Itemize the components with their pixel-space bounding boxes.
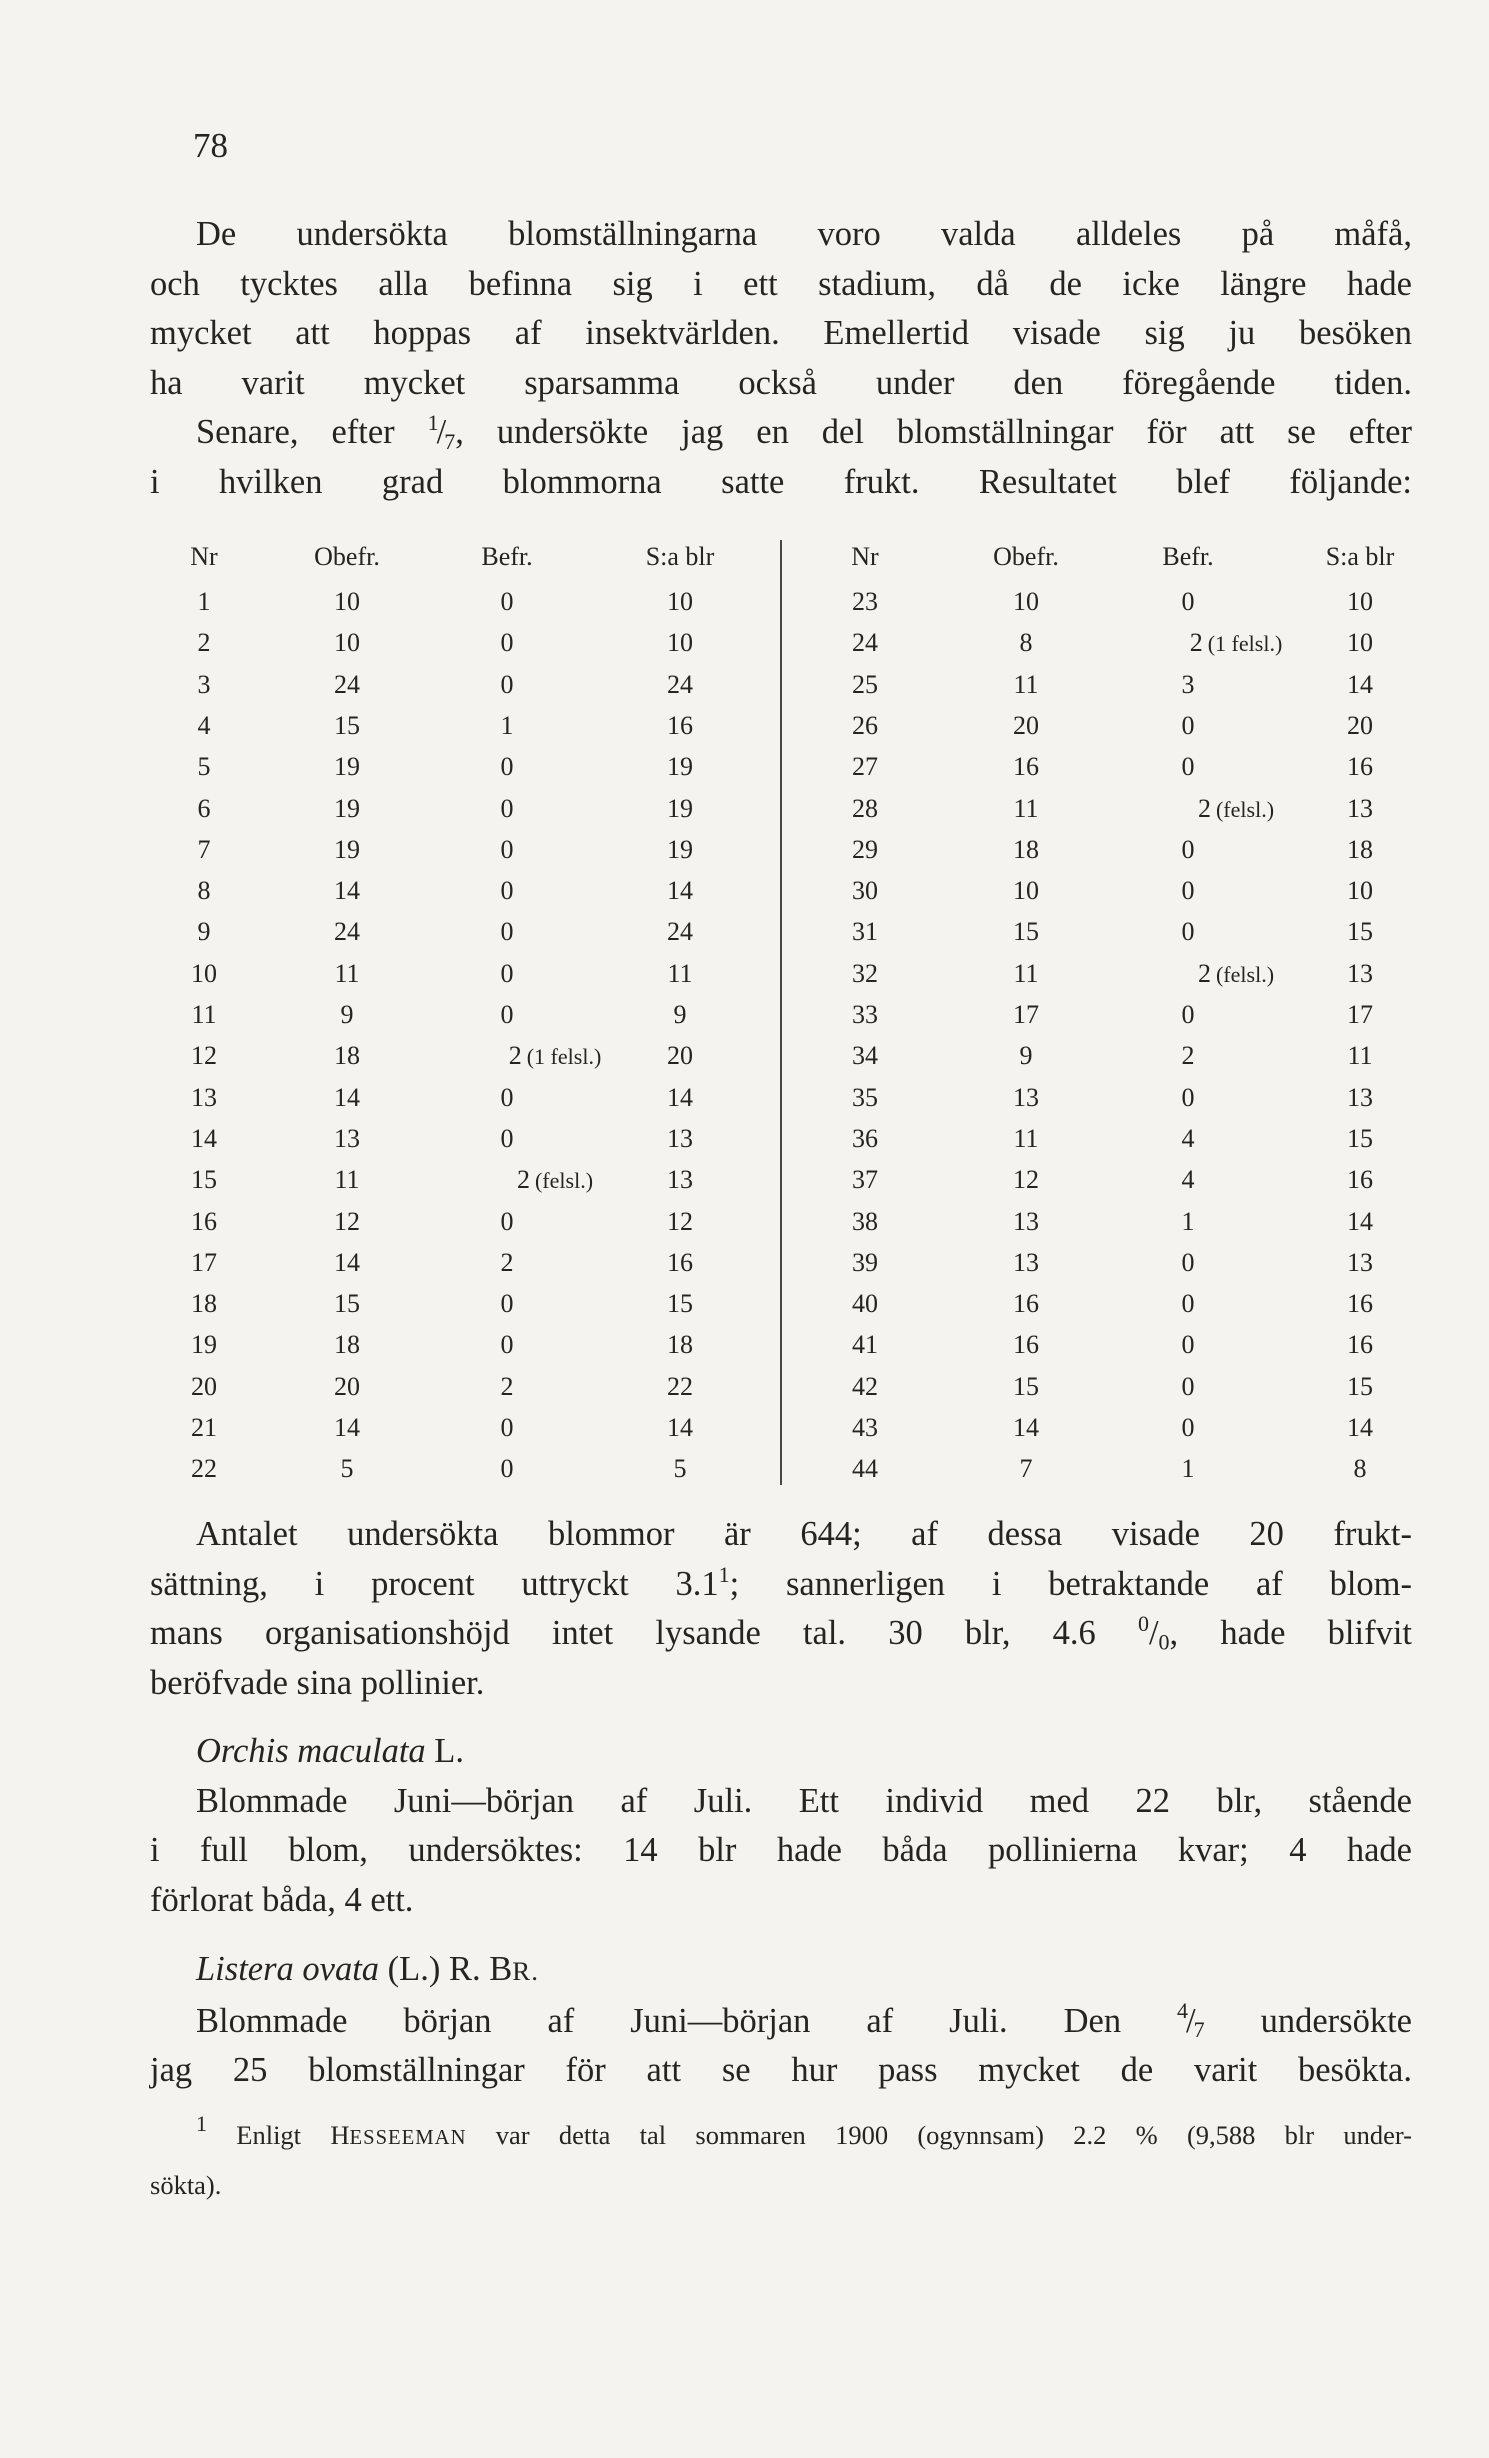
cell-nr: 30: [852, 876, 878, 906]
cell-sum: 8: [1353, 1454, 1367, 1484]
befr-value: 0: [1181, 710, 1195, 740]
cell-nr: 23: [852, 587, 878, 616]
fraction-numerator: 1: [427, 409, 439, 435]
result-line: beröfvade sina pollinier.: [150, 1663, 485, 1702]
intro-line: och tycktes alla befinna sig i ett stadium, då de icke längre hade: [150, 264, 1412, 303]
befr-value: 0: [1181, 1000, 1195, 1029]
cell-sum: 14: [667, 1413, 693, 1442]
cell-obefr: 10: [334, 587, 360, 616]
cell-befr: [501, 1248, 514, 1278]
cell-obefr: 13: [1013, 1206, 1039, 1236]
header-sum: S:a blr: [645, 542, 715, 571]
cell-obefr: 13: [1013, 1247, 1039, 1277]
cell-obefr: 8: [1019, 628, 1033, 658]
cell-obefr: 18: [1013, 834, 1039, 864]
percent-sup: 0: [1137, 1610, 1149, 1636]
befr-value: 0: [1181, 1371, 1195, 1401]
intro-line: ha varit mycket sparsamma också under den föregående tiden.: [150, 363, 1412, 402]
befr-value: 0: [500, 752, 514, 782]
cell-obefr: 13: [1013, 1082, 1039, 1112]
text-run: undersökte: [1204, 2001, 1412, 2040]
cell-sum: 10: [1347, 587, 1373, 616]
cell-nr: 43: [852, 1413, 878, 1442]
cell-obefr: 18: [334, 1330, 360, 1360]
orchis-section: [150, 1727, 1412, 1925]
cell-befr: [1198, 959, 1274, 989]
cell-befr: [1182, 1165, 1195, 1195]
orchis-line: i full blom, undersöktes: 14 blr hade båda pollinierna kvar; 4 hade: [150, 1831, 1412, 1869]
author-smallcaps: ESSEEMAN: [349, 2127, 467, 2149]
text-run: Blommade början af Juni—början af Juli. Den: [196, 2001, 1178, 2040]
cell-obefr: 11: [1013, 669, 1039, 699]
befr-value: 0: [1181, 1289, 1195, 1319]
fraction-denominator: 7: [1193, 2017, 1205, 2042]
cell-obefr: 12: [334, 1206, 360, 1236]
cell-sum: 24: [667, 669, 693, 699]
fraction: $^1/_7$: [427, 409, 456, 454]
cell-befr: [501, 1083, 514, 1113]
percent-slash: /: [1148, 1614, 1159, 1652]
cell-nr: 18: [191, 1289, 217, 1319]
befr-value: 1: [1181, 1454, 1195, 1484]
cell-obefr: 11: [1013, 958, 1039, 988]
cell-obefr: 19: [334, 834, 360, 864]
cell-befr: [501, 1124, 514, 1154]
befr-value: 2: [1181, 1041, 1195, 1071]
cell-befr: [517, 1165, 593, 1195]
text-run: , undersökte jag en del blomställningar för att se efter: [455, 413, 1412, 451]
cell-befr: [501, 1330, 514, 1360]
cell-nr: 15: [191, 1165, 217, 1195]
cell-sum: 13: [667, 1123, 693, 1153]
cell-sum: 10: [667, 628, 693, 658]
cell-nr: 17: [191, 1247, 217, 1277]
text-run: mans organisationshöjd intet lysande tal. 30 blr, 4.6: [150, 1614, 1138, 1652]
cell-sum: 19: [667, 793, 693, 823]
cell-befr: [1182, 1248, 1195, 1278]
cell-sum: 16: [667, 710, 693, 740]
text-run: Senare, efter: [196, 413, 428, 451]
cell-nr: 28: [852, 793, 878, 823]
befr-value: 0: [500, 1330, 514, 1360]
column-divider: [780, 540, 782, 1485]
cell-nr: 22: [191, 1454, 217, 1484]
fraction-numerator: 4: [1177, 1998, 1189, 2024]
header-sum: S:a blr: [1325, 542, 1395, 571]
cell-befr: [501, 1413, 514, 1443]
befr-value: 0: [1181, 876, 1195, 906]
cell-nr: 24: [852, 628, 878, 658]
listera-section: [150, 1945, 1412, 2096]
cell-nr: 7: [197, 834, 211, 864]
intro-paragraph: [150, 210, 1412, 507]
cell-nr: 34: [852, 1041, 878, 1071]
cell-sum: 20: [1347, 710, 1373, 740]
result-paragraph: [150, 1510, 1412, 1708]
cell-befr: [1182, 1454, 1195, 1484]
befr-note: (felsl.): [534, 1168, 594, 1194]
cell-befr: [1182, 670, 1195, 700]
cell-sum: 11: [1347, 1041, 1373, 1071]
cell-befr: [501, 628, 514, 658]
cell-sum: 20: [667, 1041, 693, 1071]
cell-obefr: 15: [334, 710, 360, 740]
cell-obefr: 16: [1013, 1289, 1039, 1319]
intro-line: De undersökta blomställningarna voro valda alldeles på måfå,: [196, 215, 1412, 253]
cell-befr: [1182, 711, 1195, 741]
befr-value: 0: [1181, 587, 1195, 616]
footnote-ref: 1: [718, 1561, 730, 1587]
cell-befr: [501, 1454, 514, 1484]
cell-befr: [501, 959, 514, 989]
cell-befr: [1182, 1207, 1195, 1237]
cell-sum: 16: [1347, 752, 1373, 782]
text-run: sättning, i procent uttryckt 3.1: [150, 1564, 719, 1603]
cell-obefr: 11: [334, 1165, 360, 1195]
text-run: , hade blifvit: [1169, 1614, 1412, 1652]
cell-sum: 14: [1347, 1206, 1373, 1236]
cell-obefr: 10: [1013, 587, 1039, 616]
pollination-table: [150, 530, 1412, 1490]
befr-value: 0: [500, 1123, 514, 1153]
cell-sum: 19: [667, 752, 693, 782]
befr-value: 0: [500, 876, 514, 906]
cell-befr: [501, 1207, 514, 1237]
cell-nr: 39: [852, 1247, 878, 1277]
cell-sum: 14: [1347, 1413, 1373, 1442]
cell-sum: 24: [667, 917, 693, 947]
befr-value: 4: [1181, 1165, 1195, 1195]
header-befr: Befr.: [1162, 542, 1214, 571]
cell-befr: [1182, 917, 1195, 947]
cell-sum: 14: [1347, 669, 1373, 699]
cell-obefr: 15: [1013, 1371, 1039, 1401]
cell-befr: [1182, 1124, 1195, 1154]
fraction: $^4/_7$: [1177, 1998, 1205, 2042]
cell-nr: 42: [852, 1371, 878, 1401]
befr-value: 0: [500, 834, 514, 864]
cell-sum: 15: [1347, 917, 1373, 947]
cell-obefr: 20: [1013, 710, 1039, 740]
cell-sum: 10: [1347, 876, 1373, 906]
cell-nr: 31: [852, 917, 878, 947]
cell-obefr: 16: [1013, 1330, 1039, 1360]
befr-value: 0: [1181, 917, 1195, 947]
cell-obefr: 12: [1013, 1165, 1039, 1195]
befr-value: 0: [500, 587, 514, 616]
listera-line: jag 25 blomställningar för att se hur pass mycket de varit besökta.: [150, 2051, 1412, 2089]
text-run: var detta tal sommaren 1900 (ogynnsam) 2.2 % (9,588 blr under-: [466, 2120, 1413, 2150]
cell-obefr: 17: [1013, 1000, 1039, 1029]
cell-obefr: 24: [334, 917, 360, 947]
cell-obefr: 14: [334, 876, 360, 906]
cell-sum: 15: [667, 1289, 693, 1319]
cell-nr: 10: [191, 958, 217, 988]
header-obefr: Obefr.: [993, 542, 1059, 571]
cell-sum: 10: [667, 587, 693, 616]
cell-obefr: 15: [1013, 917, 1039, 947]
footnote-marker: 1: [196, 2110, 207, 2136]
cell-obefr: 14: [334, 1082, 360, 1112]
cell-befr: [501, 1372, 514, 1402]
befr-value: 0: [500, 669, 514, 699]
cell-befr: [1182, 835, 1195, 865]
cell-befr: [1182, 1413, 1195, 1443]
befr-value: 0: [1181, 1330, 1195, 1360]
cell-nr: 33: [852, 1000, 878, 1029]
cell-befr: [501, 1289, 514, 1319]
cell-obefr: 5: [340, 1454, 354, 1484]
cell-nr: 1: [197, 587, 211, 616]
befr-value: 0: [500, 958, 514, 988]
cell-nr: 40: [852, 1289, 878, 1319]
cell-nr: 21: [191, 1413, 217, 1442]
cell-nr: 9: [197, 917, 211, 947]
cell-sum: 11: [667, 958, 693, 988]
befr-value: 0: [500, 1289, 514, 1319]
cell-obefr: 19: [334, 793, 360, 823]
befr-value: 0: [1181, 1413, 1195, 1442]
cell-obefr: 24: [334, 669, 360, 699]
befr-value: 2: [1189, 628, 1203, 658]
listera-heading: [150, 1945, 1412, 1997]
cell-nr: 44: [852, 1454, 878, 1484]
listera-line: [150, 1997, 1412, 2047]
header-nr: Nr: [190, 542, 218, 571]
cell-sum: 14: [667, 876, 693, 906]
cell-sum: 13: [1347, 1082, 1373, 1112]
befr-value: 0: [500, 793, 514, 823]
cell-befr: [501, 752, 514, 782]
cell-obefr: 13: [334, 1123, 360, 1153]
cell-obefr: 18: [334, 1041, 360, 1071]
cell-befr: [501, 711, 514, 741]
befr-value: 0: [500, 628, 514, 658]
species-name: Listera ovata: [196, 1950, 380, 1988]
header-obefr: Obefr.: [314, 542, 380, 571]
result-line: [150, 1560, 1412, 1610]
author-cap: H: [330, 2120, 350, 2150]
befr-value: 0: [500, 1413, 514, 1442]
cell-nr: 35: [852, 1082, 878, 1112]
cell-obefr: 20: [334, 1371, 360, 1401]
cell-nr: 8: [197, 876, 211, 906]
cell-sum: 15: [1347, 1123, 1373, 1153]
cell-befr: [1182, 1000, 1195, 1030]
befr-value: 0: [1181, 1082, 1195, 1112]
cell-obefr: 15: [334, 1289, 360, 1319]
befr-value: 2: [1197, 793, 1211, 823]
cell-sum: 13: [1347, 793, 1373, 823]
cell-sum: 9: [673, 1000, 687, 1029]
cell-nr: 3: [197, 669, 211, 699]
cell-obefr: 19: [334, 752, 360, 782]
befr-value: 4: [1181, 1123, 1195, 1153]
cell-nr: 5: [197, 752, 211, 782]
cell-nr: 14: [191, 1123, 217, 1153]
cell-nr: 12: [191, 1041, 217, 1071]
species-author: (L.) R.: [379, 1950, 490, 1988]
cell-nr: 2: [197, 628, 211, 658]
befr-value: 0: [500, 1454, 514, 1484]
cell-obefr: 14: [334, 1413, 360, 1442]
orchis-line: Blommade Juni—början af Juli. Ett individ med 22 blr, stående: [196, 1781, 1412, 1820]
befr-value: 0: [500, 1206, 514, 1236]
intro-line: i hvilken grad blommorna satte frukt. Resultatet blef följande:: [150, 462, 1412, 501]
cell-obefr: 10: [1013, 876, 1039, 906]
cell-befr: [501, 917, 514, 947]
cell-nr: 38: [852, 1206, 878, 1236]
befr-value: 2: [500, 1371, 514, 1401]
text-run: ; sannerligen i betraktande af blom-: [729, 1564, 1412, 1603]
cell-sum: 16: [667, 1247, 693, 1277]
cell-sum: 22: [667, 1371, 693, 1401]
cell-befr: [501, 670, 514, 700]
cell-befr: [1182, 1041, 1195, 1071]
result-line: Antalet undersökta blommor är 644; af dessa visade 20 frukt-: [196, 1515, 1412, 1553]
cell-nr: 4: [197, 710, 211, 740]
header-nr: Nr: [851, 542, 879, 571]
cell-befr: [509, 1041, 602, 1071]
species-author-cap: B: [489, 1950, 513, 1988]
cell-nr: 13: [191, 1082, 217, 1112]
befr-value: 2: [500, 1247, 514, 1277]
footnote: [150, 2112, 1412, 2209]
befr-value: 0: [500, 1082, 514, 1112]
orchis-heading: [150, 1727, 1412, 1777]
cell-sum: 13: [667, 1165, 693, 1195]
percent-sub: 0: [1158, 1629, 1170, 1655]
cell-nr: 20: [191, 1371, 217, 1401]
cell-sum: 13: [1347, 958, 1373, 988]
footnote-line: sökta).: [150, 2170, 222, 2200]
befr-value: 1: [500, 710, 514, 740]
cell-befr: [501, 835, 514, 865]
cell-befr: [1182, 752, 1195, 782]
cell-obefr: 16: [1013, 752, 1039, 782]
cell-nr: 26: [852, 710, 878, 740]
cell-befr: [1182, 1330, 1195, 1360]
cell-sum: 12: [667, 1206, 693, 1236]
cell-obefr: 14: [1013, 1413, 1039, 1442]
cell-sum: 14: [667, 1082, 693, 1112]
befr-value: 0: [1181, 752, 1195, 782]
cell-sum: 10: [1347, 628, 1373, 658]
cell-nr: 36: [852, 1123, 878, 1153]
befr-value: 2: [516, 1165, 530, 1195]
cell-obefr: 10: [334, 628, 360, 658]
cell-sum: 16: [1347, 1330, 1373, 1360]
cell-nr: 32: [852, 958, 878, 988]
cell-nr: 16: [191, 1206, 217, 1236]
cell-nr: 25: [852, 669, 878, 699]
cell-befr: [1182, 876, 1195, 906]
fraction-denominator: 7: [444, 428, 456, 454]
cell-sum: 15: [1347, 1371, 1373, 1401]
cell-befr: [1182, 1083, 1195, 1113]
cell-nr: 6: [197, 793, 211, 823]
cell-nr: 29: [852, 834, 878, 864]
result-line: [150, 1609, 1412, 1659]
cell-obefr: 7: [1019, 1454, 1033, 1484]
befr-value: 0: [500, 1000, 514, 1029]
befr-value: 3: [1181, 669, 1195, 699]
orchis-line: förlorat båda, 4 ett.: [150, 1880, 414, 1919]
species-author: L.: [425, 1732, 464, 1770]
befr-value: 0: [1181, 834, 1195, 864]
cell-obefr: 11: [1013, 1123, 1039, 1153]
cell-sum: 5: [673, 1454, 687, 1484]
befr-value: 0: [500, 917, 514, 947]
header-befr: Befr.: [481, 542, 533, 571]
cell-obefr: 11: [334, 958, 360, 988]
befr-value: 2: [508, 1041, 522, 1071]
footnote-line: [150, 2112, 1412, 2162]
cell-befr: [1182, 1289, 1195, 1319]
cell-befr: [501, 794, 514, 824]
cell-nr: 37: [852, 1165, 878, 1195]
cell-sum: 13: [1347, 1247, 1373, 1277]
befr-note: (felsl.): [1215, 961, 1275, 987]
species-author-smallcaps: R.: [512, 1956, 539, 1986]
cell-nr: 11: [191, 1000, 217, 1029]
cell-befr: [1182, 587, 1195, 617]
page-number: 78: [193, 126, 228, 165]
intro-line: mycket att hoppas af insektvärlden. Emellertid visade sig ju besöken: [150, 314, 1412, 352]
cell-obefr: 9: [340, 1000, 354, 1029]
befr-note: (1 felsl.): [1207, 631, 1283, 657]
cell-befr: [1190, 628, 1283, 658]
cell-sum: 16: [1347, 1165, 1373, 1195]
text-run: Enligt: [207, 2120, 331, 2150]
cell-obefr: 11: [1013, 793, 1039, 823]
befr-value: 1: [1181, 1206, 1195, 1236]
befr-value: 0: [1181, 1247, 1195, 1277]
cell-sum: 18: [1347, 834, 1373, 864]
cell-nr: 27: [852, 752, 878, 782]
cell-sum: 16: [1347, 1289, 1373, 1319]
cell-nr: 41: [852, 1330, 878, 1360]
cell-befr: [1198, 794, 1274, 824]
cell-befr: [1182, 1372, 1195, 1402]
cell-nr: 19: [191, 1330, 217, 1360]
befr-note: (felsl.): [1215, 796, 1275, 822]
cell-sum: 19: [667, 834, 693, 864]
species-name: Orchis maculata: [196, 1732, 426, 1770]
cell-obefr: 14: [334, 1247, 360, 1277]
befr-note: (1 felsl.): [526, 1044, 602, 1070]
cell-befr: [501, 1000, 514, 1030]
intro-line: [150, 408, 1412, 458]
cell-obefr: 9: [1019, 1041, 1033, 1071]
befr-value: 2: [1197, 958, 1211, 988]
cell-sum: 18: [667, 1330, 693, 1360]
cell-befr: [501, 587, 514, 617]
cell-befr: [501, 876, 514, 906]
cell-sum: 17: [1347, 1000, 1373, 1029]
